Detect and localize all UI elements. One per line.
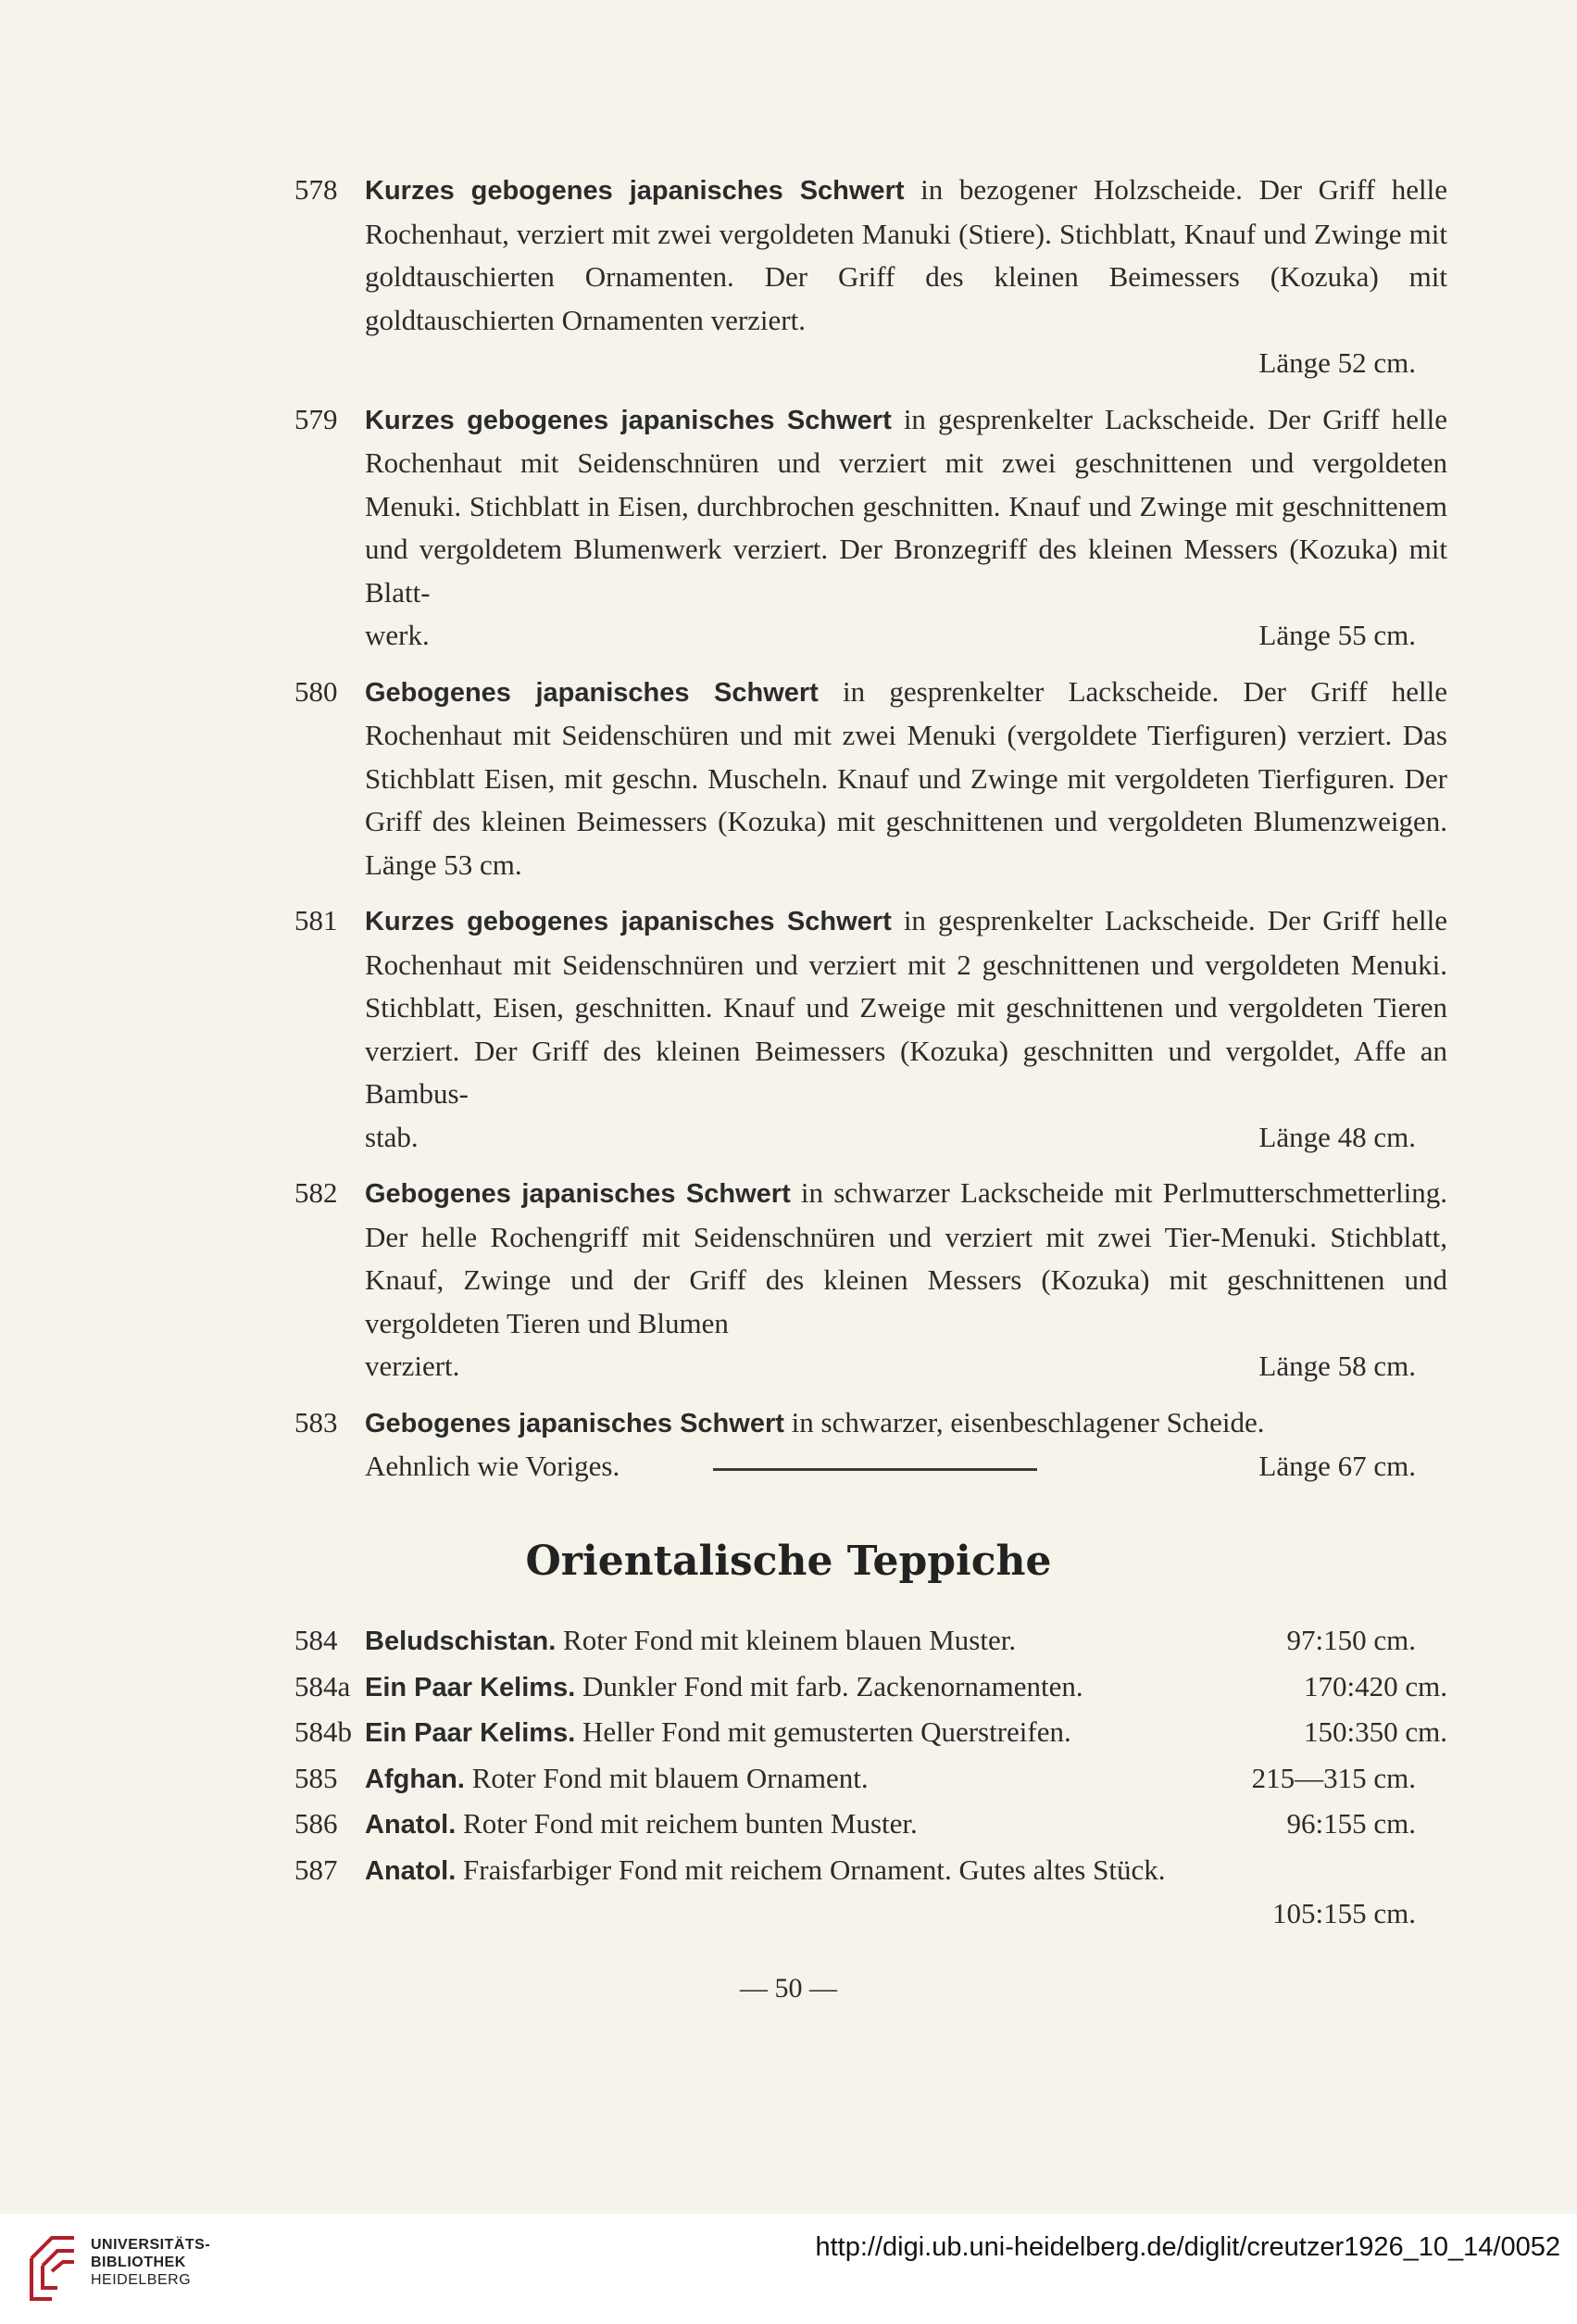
entry-dimensions: 97:150 cm. [1286,1624,1416,1656]
entry-last-line [365,1345,1447,1388]
entry-length: Länge 55 cm. [1258,619,1416,651]
entry-description: in schwarzer, eisenbeschlagener Scheide. [783,1405,1265,1438]
entry-description: Fraisfarbiger Fond mit reichem Ornament. Gutes altes Stück. [456,1853,1166,1886]
entry-number: 586 [294,1807,338,1840]
entry-last-line [365,614,1447,658]
entry-number: 583 [294,1405,338,1438]
entry-number: 579 [294,402,338,435]
catalog-entry [294,899,1447,1159]
entry-body [365,169,1447,385]
entry-title: Beludschistan. [365,1627,557,1656]
entry-body [365,1803,1447,1847]
entry-body [365,1172,1447,1388]
entry-title: Anatol. [365,1810,457,1840]
entry-title: Kurzes gebogenes japanisches Schwert [365,907,892,936]
entry-description: Heller Fond mit gemusterten Querstreifen. [575,1715,1071,1748]
entry-number: 578 [294,173,338,206]
library-line: HEIDELBERG [91,2272,192,2288]
entry-description: in gesprenkelter Lackscheide. Der Griff helle Rochenhaut mit Seidenschnüren und verziert mit 2 geschnittenen und vergoldeten Menuki. Stichblatt, Eisen, geschnitten. Knauf und Zweige mit geschnittenen und vergoldeten Tieren verziert. Der Griff des kleinen Beimessers (Kozuka) geschnitten und vergoldet, Affe an Bambus- [365,904,1447,1110]
rug-entries [294,1619,1447,1938]
catalog-entry [294,398,1447,658]
section-title: Orientalische Teppiche [525,1538,1052,1585]
entry-tail: stab. [365,1120,419,1153]
entry-description: in gesprenkelter Lackscheide. Der Griff helle Rochenhaut mit Seidenschnüren und verziert mit zwei geschnittenen und vergoldeten Menuki. Stichblatt in Eisen, durchbrochen geschnitten. Knauf und Zwinge mit geschnittenem und vergoldetem Blumenwerk verziert. Der Bronzegriff des kleinen Messers (Kozuka) mit Blatt- [365,402,1447,609]
entry-description: Roter Fond mit kleinem blauen Muster. [556,1624,1017,1656]
entry-length: Länge 67 cm. [1258,1450,1416,1482]
entry-dimensions: 96:155 cm. [1286,1807,1416,1840]
entry-number: 587 [294,1853,338,1886]
entry-title: Ein Paar Kelims. [365,1672,576,1702]
catalog-entry [294,1172,1447,1388]
entry-number: 585 [294,1761,338,1794]
entry-body [365,398,1447,658]
page-number: — 50 — [740,1973,837,2004]
entry-title: Afghan. [365,1764,465,1794]
entry-title: Gebogenes japanisches Schwert [365,1408,784,1438]
entry-number: 584 [294,1624,338,1656]
entry-dimensions: 150:350 cm. [1304,1715,1447,1748]
entry-length: Länge 48 cm. [1258,1120,1416,1153]
entry-number: 581 [294,904,338,936]
entry-last-line [365,1116,1447,1160]
entry-length: Länge 58 cm. [1258,1350,1416,1382]
entry-number: 584a [294,1669,351,1702]
entry-number: 580 [294,674,338,708]
entry-title: Kurzes gebogenes japanisches Schwert [365,176,905,206]
rug-entry [294,1803,1447,1847]
catalog-entry [294,1401,1447,1489]
entry-title: Gebogenes japanisches Schwert [365,677,819,708]
entry-dimensions: 105:155 cm. [1272,1897,1416,1929]
library-logo-icon [24,2230,81,2306]
sword-entries [294,169,1447,1501]
rug-entry [294,1757,1447,1802]
entry-description: in bezogener Holzscheide. Der Griff helle Rochenhaut, verziert mit zwei vergoldeten Manuki (Stiere). Stichblatt, Knauf und Zwinge mit goldtauschierten Ornamenten. Der Griff des kleinen Beimessers (Kozuka) mit goldtauschierten Ornamenten verziert. [365,173,1447,336]
entry-description: Roter Fond mit blauem Ornament. [464,1761,869,1794]
entry-length: Länge 52 cm. [1258,346,1416,379]
entry-title: Kurzes gebogenes japanisches Schwert [365,405,892,435]
entry-dimensions: 170:420 cm. [1304,1669,1447,1702]
library-line: UNIVERSITÄTS- [91,2237,211,2253]
entry-body [365,1849,1447,1936]
entry-body [365,1401,1447,1489]
rug-entry [294,1849,1447,1936]
rug-entry [294,1619,1447,1664]
entry-description: in gesprenkelter Lackscheide. Der Griff helle Rochenhaut mit Seidenschüren und mit zwei Menuki (vergoldete Tierfiguren) verziert. Das Stichblatt Eisen, mit geschn. Muscheln. Knauf und Zwinge mit vergoldeten Tierfiguren. Der Griff des kleinen Beimessers (Kozuka) mit geschnittenen und vergoldeten Blumenzweigen. Länge 53 cm. [365,674,1447,881]
entry-body [365,1711,1447,1755]
entry-body [365,671,1447,887]
entry-title: Gebogenes japanisches Schwert [365,1179,791,1209]
entry-description: Roter Fond mit reichem bunten Muster. [456,1807,918,1840]
entry-description: in schwarzer Lackscheide mit Perlmutterschmetterling. Der helle Rochengriff mit Seidenschnüren und verziert mit zwei Tier-Menuki. Stichblatt, Knauf, Zwinge und der Griff des kleinen Messers (Kozuka) mit geschnittenen und vergoldeten Tieren und Blumen [365,1176,1447,1339]
entry-body [365,899,1447,1159]
entry-title: Ein Paar Kelims. [365,1718,576,1748]
library-name [91,2236,210,2289]
entry-description: Dunkler Fond mit farb. Zackenornamenten. [575,1669,1083,1702]
entry-body [365,1619,1447,1664]
entry-title: Anatol. [365,1855,457,1886]
entry-last-line [365,1445,1447,1489]
section-divider [713,1468,1037,1471]
entry-body [365,1757,1447,1802]
library-line: BIBLIOTHEK [91,2255,186,2270]
catalog-entry [294,671,1447,887]
source-url-link[interactable]: http://digi.ub.uni-heidelberg.de/diglit/creutzer1926_10_14/0052 [815,2232,1560,2262]
entry-body [365,1665,1447,1710]
rug-entry [294,1711,1447,1755]
entry-tail: Aehnlich wie Voriges. [365,1450,620,1482]
entry-dimensions: 215—315 cm. [1251,1761,1416,1794]
footer-bar [0,2214,1577,2324]
rug-entry [294,1665,1447,1710]
entry-tail: verziert. [365,1350,460,1382]
entry-number: 584b [294,1715,352,1748]
entry-tail: werk. [365,619,430,651]
entry-number: 582 [294,1176,338,1209]
catalog-entry [294,169,1447,385]
